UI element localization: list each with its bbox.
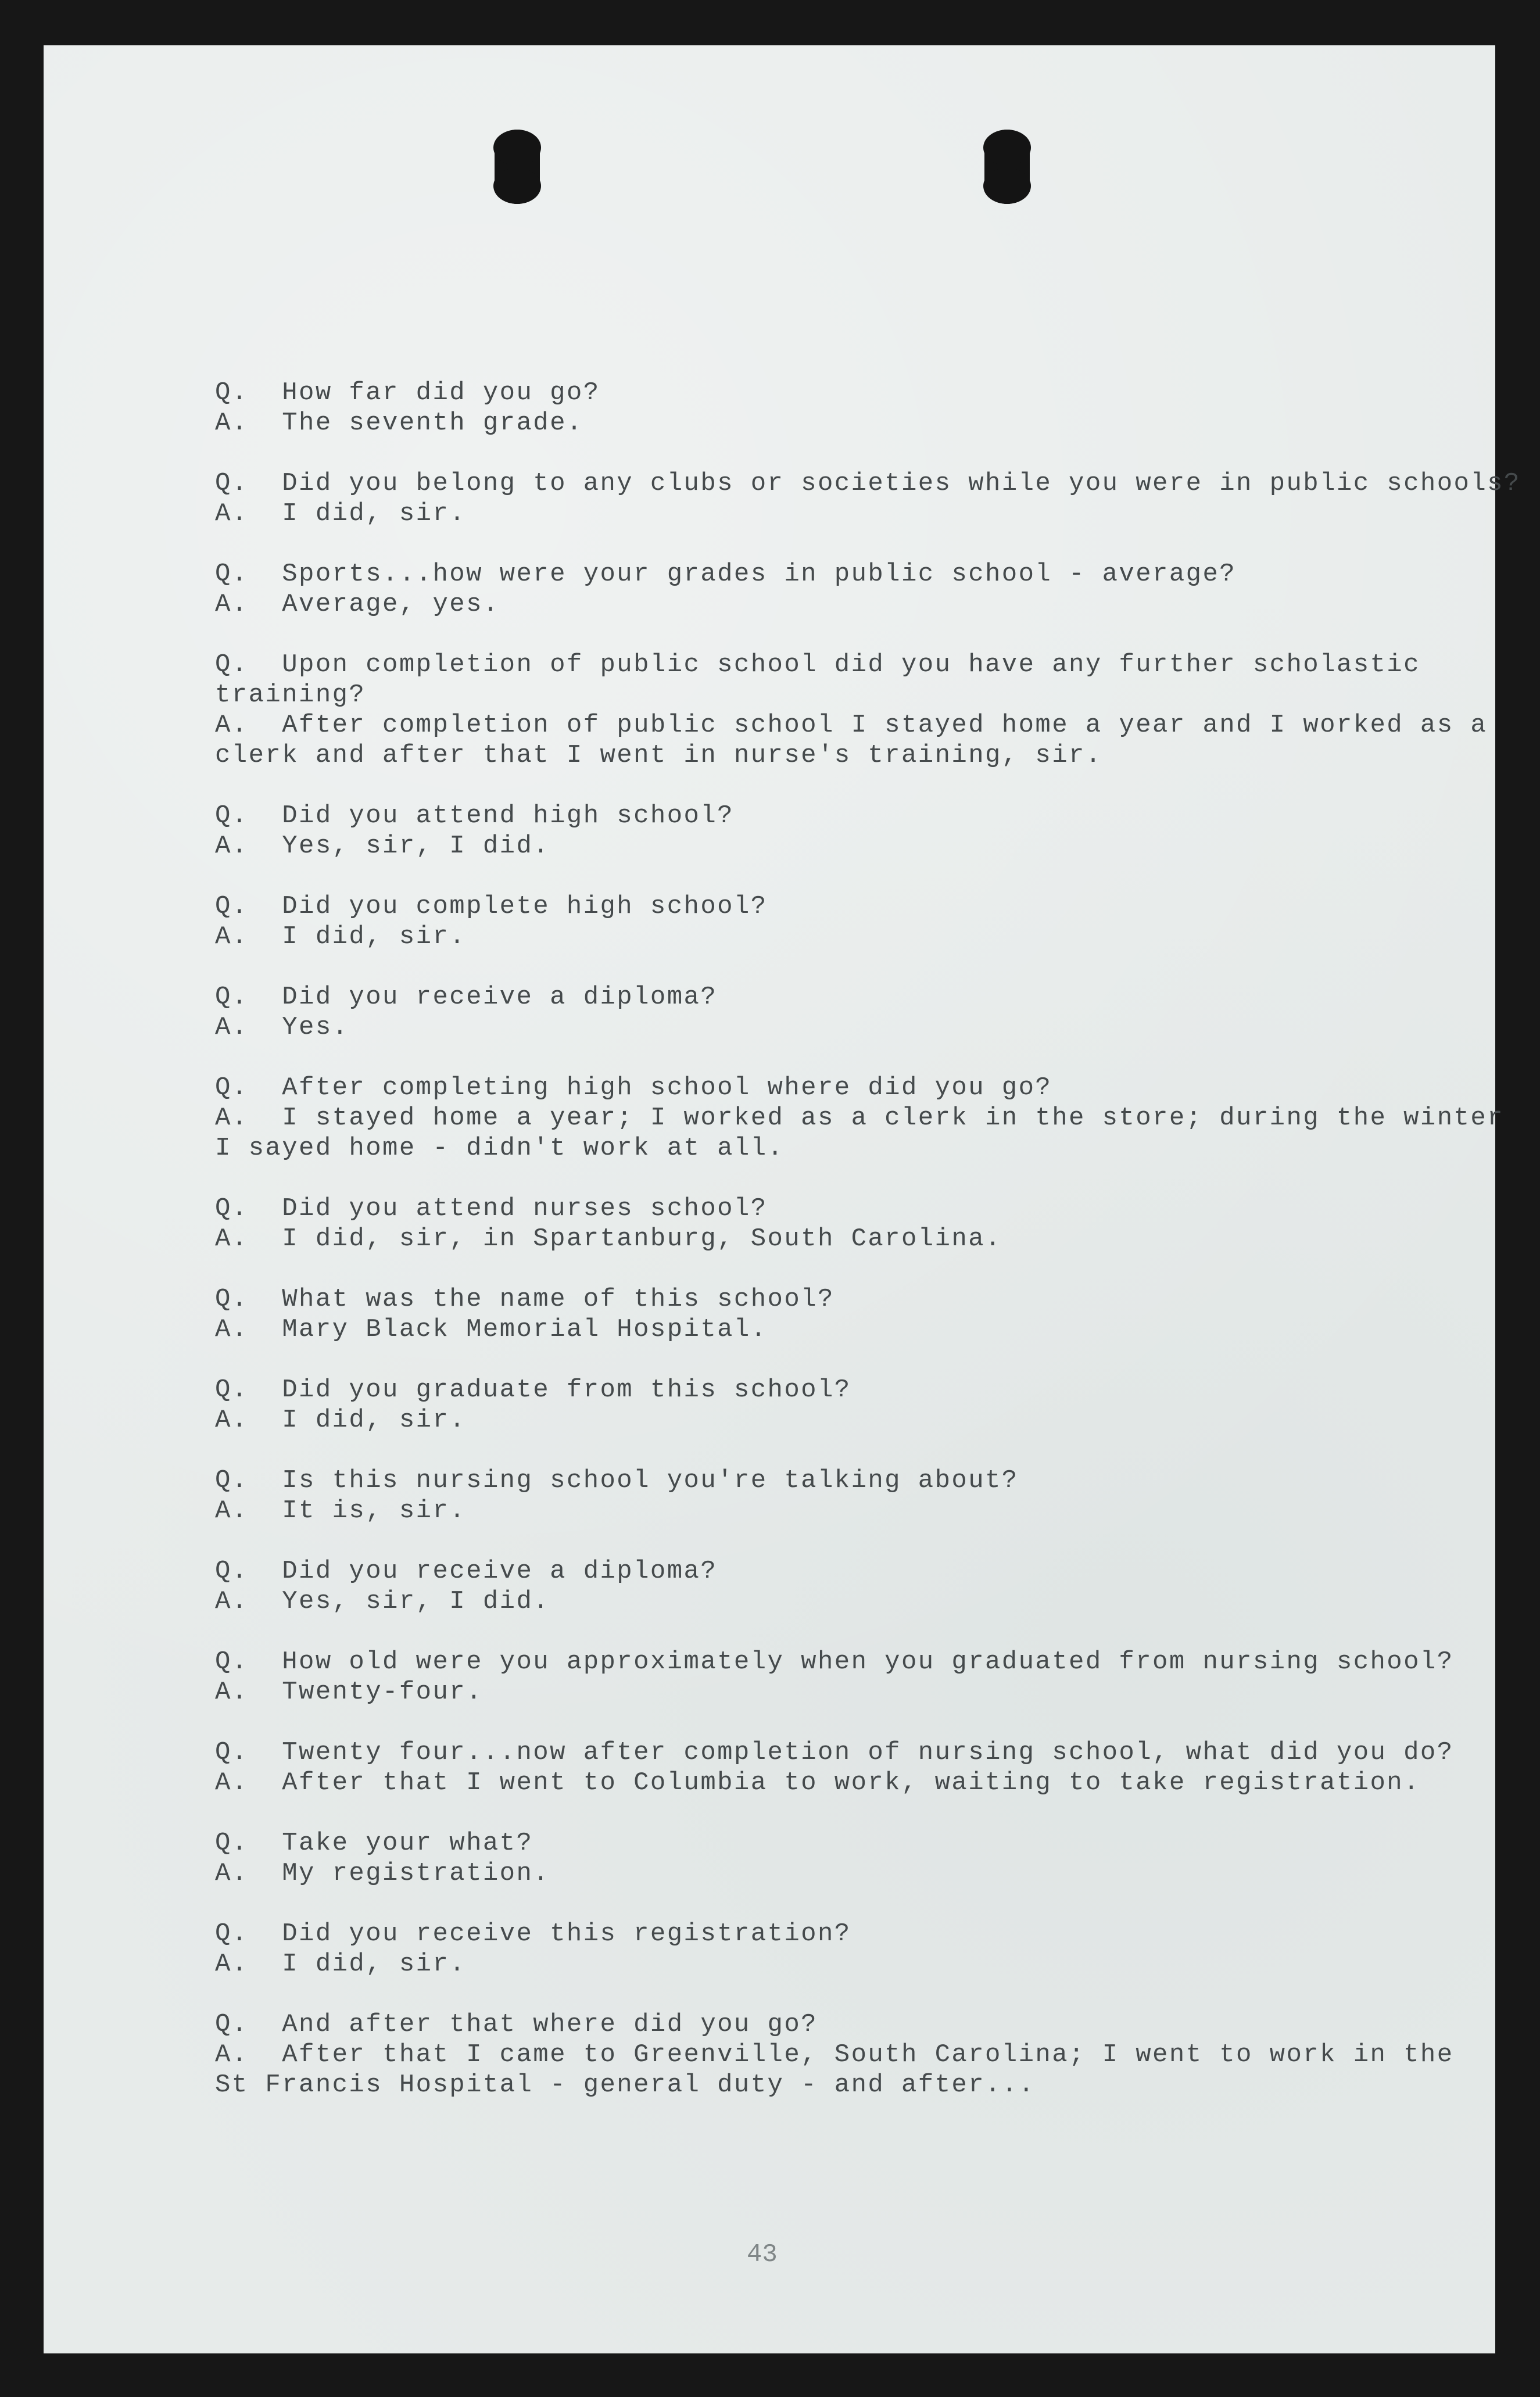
answer-line: A. After completion of public school I stayed home a year and I worked as a bbox=[215, 711, 1488, 740]
qa-exchange bbox=[215, 559, 1401, 619]
answer-line: A. Twenty-four. bbox=[215, 1678, 483, 1707]
answer-line: A. I did, sir, in Spartanburg, South Carolina. bbox=[215, 1224, 1002, 1253]
answer-line: A. Average, yes. bbox=[215, 590, 500, 619]
answer-line: A. I did, sir. bbox=[215, 1406, 467, 1435]
question-line: Q. Did you receive a diploma? bbox=[215, 983, 718, 1012]
qa-exchange bbox=[215, 1556, 1401, 1617]
qa-exchange bbox=[215, 982, 1401, 1042]
answer-line: A. After that I came to Greenville, South Carolina; I went to work in the bbox=[215, 2040, 1454, 2069]
qa-exchange bbox=[215, 2009, 1454, 2100]
qa-exchange bbox=[215, 650, 1488, 771]
answer-line-continued: St Francis Hospital - general duty - and after... bbox=[215, 2070, 1036, 2099]
answer-line-continued: I sayed home - didn't work at all. bbox=[215, 1134, 785, 1163]
question-line: Q. How far did you go? bbox=[215, 378, 600, 407]
punch-hole-right bbox=[984, 130, 1030, 204]
question-line: Q. Upon completion of public school did you have any further scholastic bbox=[215, 650, 1420, 679]
question-line: Q. Did you receive this registration? bbox=[215, 1919, 851, 1948]
question-line: Q. Did you complete high school? bbox=[215, 892, 768, 921]
qa-exchange bbox=[215, 1737, 1454, 1798]
qa-exchange bbox=[215, 801, 1401, 861]
qa-exchange bbox=[215, 1375, 1401, 1435]
answer-line: A. It is, sir. bbox=[215, 1496, 467, 1525]
question-line: Q. Did you graduate from this school? bbox=[215, 1375, 851, 1404]
answer-line: A. The seventh grade. bbox=[215, 409, 583, 438]
qa-exchange bbox=[215, 1828, 1401, 1889]
qa-exchange bbox=[215, 1919, 1401, 1979]
page-number: 43 bbox=[747, 2240, 778, 2269]
qa-exchange bbox=[215, 1194, 1401, 1254]
answer-line: A. I stayed home a year; I worked as a clerk in the store; during the winter bbox=[215, 1103, 1504, 1133]
answer-line: A. After that I went to Columbia to work, waiting to take registration. bbox=[215, 1768, 1420, 1797]
answer-line: A. Yes. bbox=[215, 1013, 349, 1042]
answer-line: A. Mary Black Memorial Hospital. bbox=[215, 1315, 768, 1344]
question-line: Q. Take your what? bbox=[215, 1829, 533, 1858]
qa-exchange bbox=[215, 1466, 1401, 1526]
answer-line: A. Yes, sir, I did. bbox=[215, 832, 550, 861]
question-line: Q. How old were you approximately when you graduated from nursing school? bbox=[215, 1647, 1454, 1676]
question-line: Q. Did you receive a diploma? bbox=[215, 1557, 718, 1586]
answer-line: A. My registration. bbox=[215, 1859, 550, 1888]
answer-line: A. I did, sir. bbox=[215, 922, 467, 951]
qa-exchange bbox=[215, 1073, 1504, 1163]
qa-exchange bbox=[215, 468, 1521, 529]
answer-line: A. I did, sir. bbox=[215, 499, 467, 528]
qa-exchange bbox=[215, 1647, 1454, 1707]
qa-exchange bbox=[215, 1284, 1401, 1345]
question-line: Q. Did you attend nurses school? bbox=[215, 1194, 768, 1223]
answer-line: A. I did, sir. bbox=[215, 1950, 467, 1979]
question-line: Q. What was the name of this school? bbox=[215, 1285, 835, 1314]
question-line: Q. Is this nursing school you're talking about? bbox=[215, 1466, 1019, 1495]
question-line-continued: training? bbox=[215, 680, 366, 710]
question-line: Q. Twenty four...now after completion of nursing school, what did you do? bbox=[215, 1738, 1454, 1767]
question-line: Q. After completing high school where did you go? bbox=[215, 1073, 1052, 1102]
answer-line: A. Yes, sir, I did. bbox=[215, 1587, 550, 1616]
question-line: Q. Did you belong to any clubs or societies while you were in public schools? bbox=[215, 469, 1521, 498]
interview-transcript bbox=[215, 378, 1521, 2130]
qa-exchange bbox=[215, 891, 1401, 952]
answer-line-continued: clerk and after that I went in nurse's training, sir. bbox=[215, 741, 1102, 770]
qa-exchange bbox=[215, 378, 1401, 438]
punch-hole-left bbox=[495, 130, 540, 204]
question-line: Q. Sports...how were your grades in public school - average? bbox=[215, 560, 1237, 589]
question-line: Q. And after that where did you go? bbox=[215, 2010, 818, 2039]
question-line: Q. Did you attend high school? bbox=[215, 801, 734, 830]
